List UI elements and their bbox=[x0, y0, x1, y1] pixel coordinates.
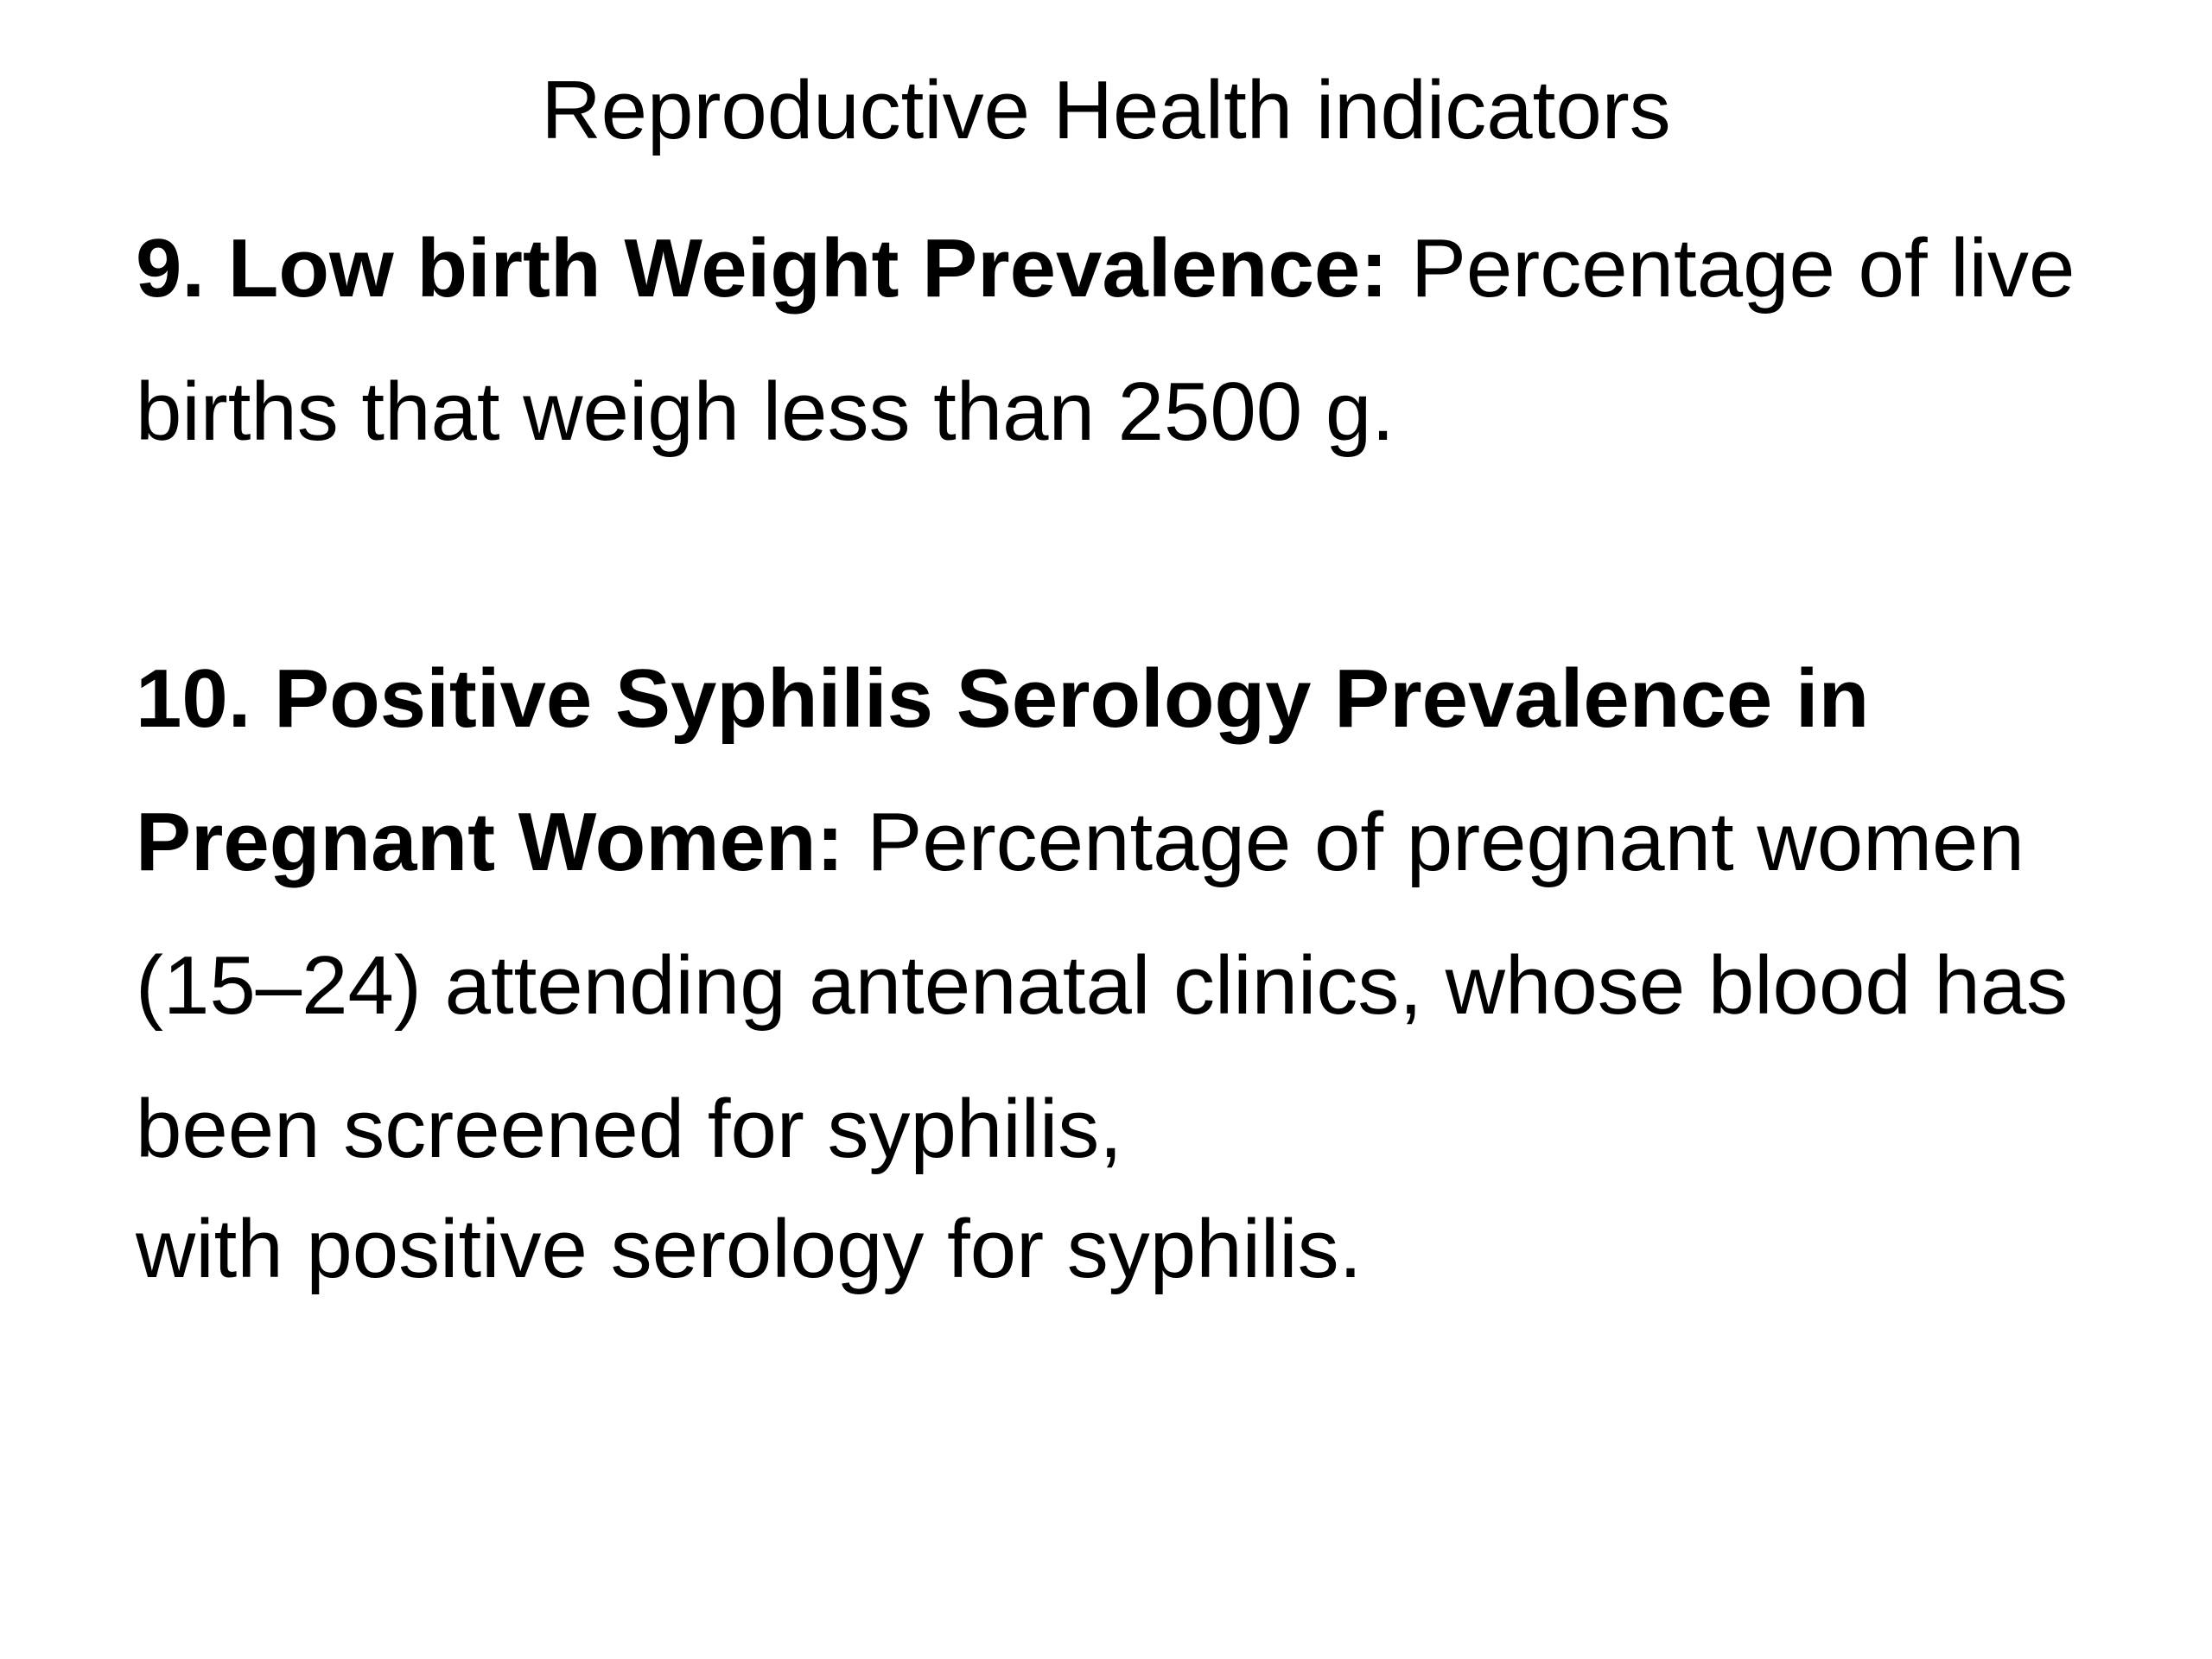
indicator-term: 9. Low birth Weight Prevalence: bbox=[136, 222, 1389, 315]
slide-title: Reproductive Health indicators bbox=[541, 64, 1671, 156]
indicator-item bbox=[136, 627, 2123, 1310]
indicator-term: 10. Positive Syphilis Serology Prevalence in Pregnant Women: bbox=[136, 652, 1870, 888]
indicator-item bbox=[136, 197, 2123, 484]
indicator-definition: Percentage of pregnant women (15–24) attending antenatal clinics, whose blood has been screened for syphilis, bbox=[136, 796, 2069, 1175]
slide-body bbox=[136, 197, 2123, 1310]
indicator-definition-tail: with positive serology for syphilis. bbox=[136, 1203, 1363, 1295]
indicator-definition: Percentage of live births that weigh less than 2500 g. bbox=[136, 222, 2075, 458]
